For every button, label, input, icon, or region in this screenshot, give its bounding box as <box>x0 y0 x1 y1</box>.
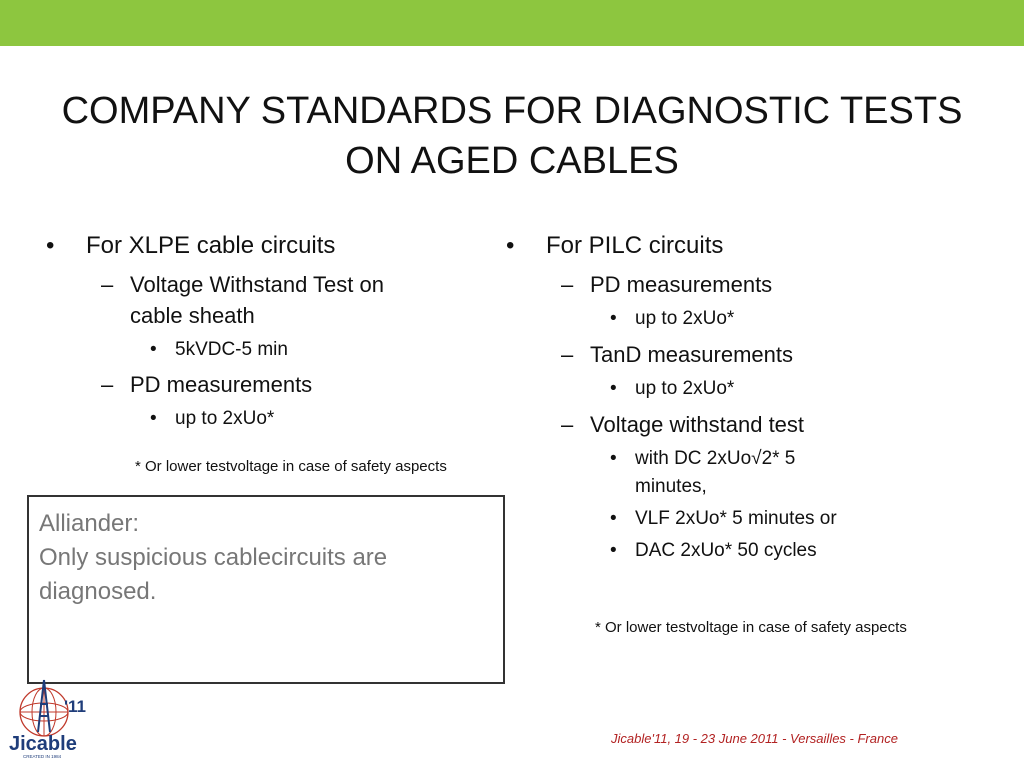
right-item3-sub1-line1: with DC 2xUo√2* 5 <box>635 448 796 469</box>
footer-text: Jicable'11, 19 - 23 June 2011 - Versailles - France <box>611 731 898 746</box>
bullet-dot: • <box>46 232 55 259</box>
left-heading: For XLPE cable circuits <box>86 232 336 259</box>
jicable-logo <box>8 676 92 760</box>
bullet-dot: • <box>150 339 157 360</box>
right-footnote: * Or lower testvoltage in case of safety aspects <box>595 619 907 636</box>
logo-tagline: CREATED IN 1984 <box>23 754 62 759</box>
title-line-2: ON AGED CABLES <box>345 140 679 182</box>
slide-title <box>20 86 1004 186</box>
callout-line-3: diagnosed. <box>39 578 157 605</box>
callout-line-1: Alliander: <box>39 510 140 537</box>
right-heading: For PILC circuits <box>546 232 724 259</box>
dash-marker: – <box>101 272 114 297</box>
bullet-dot: • <box>610 508 617 529</box>
right-item3: Voltage withstand test <box>590 412 805 437</box>
bullet-dot: • <box>610 378 617 399</box>
right-item3-sub1-line2: minutes, <box>635 476 707 497</box>
right-item2: TanD measurements <box>590 342 793 367</box>
callout-text <box>39 507 387 609</box>
alliander-callout-box <box>27 495 505 684</box>
top-accent-bar <box>0 0 1024 46</box>
dash-marker: – <box>561 342 574 367</box>
left-item1-sub: 5kVDC-5 min <box>175 339 288 360</box>
bullet-dot: • <box>610 448 617 469</box>
left-item2: PD measurements <box>130 372 313 397</box>
right-item3-sub2: VLF 2xUo* 5 minutes or <box>635 508 837 529</box>
logo-year: '11 <box>64 697 87 716</box>
callout-line-2: Only suspicious cablecircuits are <box>39 544 388 571</box>
right-item3-sub3: DAC 2xUo* 50 cycles <box>635 540 817 561</box>
dash-marker: – <box>101 372 114 397</box>
dash-marker: – <box>561 272 574 297</box>
bullet-dot: • <box>610 540 617 561</box>
title-line-1: COMPANY STANDARDS FOR DIAGNOSTIC TESTS <box>61 90 963 132</box>
bullet-dot: • <box>610 308 617 329</box>
left-item2-sub: up to 2xUo* <box>175 408 275 429</box>
left-footnote: * Or lower testvoltage in case of safety aspects <box>135 458 447 475</box>
left-item1-line2: cable sheath <box>130 303 255 328</box>
globe-icon <box>20 688 68 736</box>
dash-marker: – <box>561 412 574 437</box>
bullet-dot: • <box>506 232 515 259</box>
logo-name: Jicable <box>9 733 77 755</box>
right-item2-sub: up to 2xUo* <box>635 378 735 399</box>
left-item1-line1: Voltage Withstand Test on <box>130 272 384 297</box>
bullet-dot: • <box>150 408 157 429</box>
right-item1-sub: up to 2xUo* <box>635 308 735 329</box>
right-item1: PD measurements <box>590 272 773 297</box>
